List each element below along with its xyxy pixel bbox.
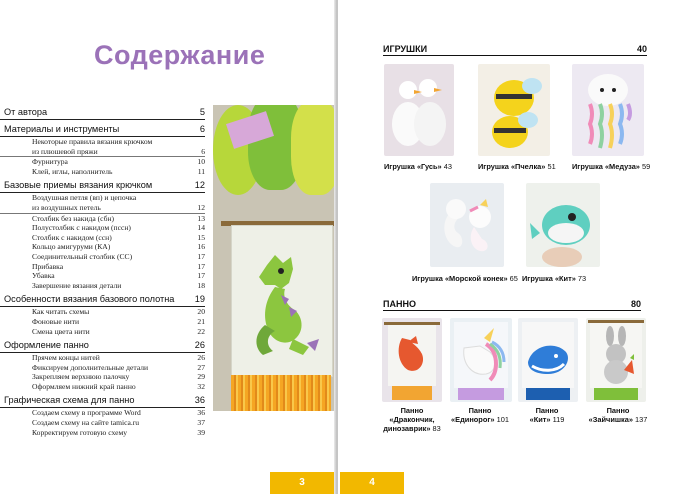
toc-title: Материалы и инструменты [4,124,120,134]
bee-toy-photo [478,64,550,156]
toc-title: Особенности вязания базового полотна [4,294,175,305]
toc-entry [0,372,205,382]
toc-title: Базовые приемы вязания крючком [4,180,153,191]
toc-title: Оформляем нижний край панно [32,381,136,391]
toc-title: Некоторые правила вязания крючком [32,137,153,146]
toc-title: Прячем концы нитей [32,353,100,363]
section-header-toys: ИГРУШКИ 40 [383,44,647,54]
toc-title: Воздушная петля (вп) и цепочка [32,193,137,203]
toc-title: Столбик с накидом (ссн) [32,232,112,242]
toc-entry [0,271,205,281]
toc-entry [0,382,205,392]
section-header-panno: ПАННО 80 [383,299,641,309]
toc-title: Создаем схему в программе Word [32,408,141,418]
toc-page: 15 [197,232,205,242]
toc-section [0,395,205,408]
table-of-contents [0,107,205,437]
toc-title: Кольцо амигуруми (КА) [32,242,111,252]
toc-entry [0,157,205,167]
seahorse-toy-photo [430,183,504,267]
toc-title: Как читать схемы [32,307,90,317]
toc-section [0,294,205,307]
toc-entry [0,408,205,418]
toc-entry [0,418,205,428]
toc-title: Смена цвета нити [32,326,90,336]
toc-page: 17 [197,271,205,281]
toc-entry [0,252,205,262]
toc-title: Соединительный столбик (СС) [32,251,133,261]
toc-entry [0,363,205,373]
toc-page: 37 [197,418,205,428]
toc-title: из плюшевой пряжи [32,146,98,156]
toc-title: Оформление панно [4,340,89,351]
toc-entry [0,307,205,317]
whale-toy-photo [526,183,600,267]
panno-caption-whale: Панно «Кит» 119 [529,406,565,424]
toc-entry [0,353,205,363]
toc-page: 36 [194,395,205,406]
toy-caption-jellyfish: Игрушка «Медуза» 59 [572,162,651,171]
toy-caption-whale: Игрушка «Кит» 73 [522,274,587,283]
goose-toy-photo [384,64,454,156]
panno-caption-bunny: Панно «Зайчишка» 137 [588,406,648,424]
toc-page: 20 [197,307,205,317]
toc-page: 5 [199,107,205,117]
toc-title: Создаем схему на сайте tamica.ru [32,418,140,428]
toc-page: 27 [197,362,205,372]
toc-title: Клей, иглы, наполнитель [32,166,113,176]
toc-title: Корректируем готовую схему [32,427,128,437]
toc-page: 36 [197,408,205,418]
toc-page: 29 [197,372,205,382]
toc-title: Закрепляем верхнюю палочку [32,372,130,382]
toc-entry [0,193,205,203]
toc-title: Графическая схема для панно [4,395,135,406]
toc-page: 26 [197,353,205,363]
dragon-panel-photo [382,318,442,402]
toc-title: Прибавка [32,261,64,271]
toc-entry [0,167,205,177]
toc-entry [0,327,205,337]
bunny-panel-photo [586,318,646,402]
toc-section [0,107,205,120]
toc-page: 17 [197,261,205,271]
toc-entry [0,317,205,327]
toc-page: 21 [197,316,205,326]
toc-page: 13 [197,213,205,223]
toc-title: Завершение вязания детали [32,280,122,290]
toc-title: Фиксируем дополнительные детали [32,362,149,372]
toc-title: От автора [4,107,48,117]
toc-entry [0,428,205,438]
toc-page: 16 [197,242,205,252]
toc-title: Столбик без накида (сбн) [32,213,115,223]
toc-entry [0,281,205,291]
toc-entry [0,147,205,158]
toc-page: 6 [201,146,205,156]
panno-caption-unicorn: Панно «Единорог» 101 [451,406,509,424]
toc-page: 19 [194,294,205,305]
dinosaur-panel-photo [213,105,335,411]
toc-entry [0,242,205,252]
toc-page: 14 [197,223,205,233]
toc-entry [0,233,205,243]
unicorn-panel-photo [450,318,512,402]
whale-panel-photo [518,318,578,402]
page-number-right: 4 [340,472,404,494]
toc-entry [0,262,205,272]
toc-section [0,180,205,193]
toc-title: Фурнитура [32,157,68,167]
jellyfish-toy-photo [572,64,644,156]
toc-page: 32 [197,381,205,391]
toc-section [0,124,205,137]
toc-entry [0,203,205,214]
toc-entry [0,214,205,224]
toc-page: 18 [197,280,205,290]
left-page [0,0,336,494]
toy-caption-seahorse: Игрушка «Морской конек» 65 [412,274,518,283]
toc-title: из воздушных петель [32,202,101,212]
toc-page: 6 [199,124,205,134]
page-title: Содержание [94,40,266,70]
panno-caption-dragon: Панно «Дракончик, динозаврик» 83 [383,406,441,433]
toc-title: Убавка [32,271,55,281]
toc-page: 10 [197,157,205,167]
toc-title: Полустолбик с накидом (пссн) [32,223,131,233]
toc-entry [0,223,205,233]
toc-title: Фоновые нити [32,316,80,326]
toc-page: 17 [197,251,205,261]
toc-page: 11 [197,166,205,176]
toc-page: 12 [197,202,205,212]
toc-page: 22 [197,326,205,336]
toc-page: 26 [194,340,205,351]
toy-caption-bee: Игрушка «Пчелка» 51 [478,162,556,171]
toc-page: 39 [197,427,205,437]
toy-caption-goose: Игрушка «Гусь» 43 [384,162,452,171]
page-number-left: 3 [270,472,334,494]
right-page [338,0,674,494]
toc-page: 12 [194,180,205,191]
toc-entry [0,137,205,147]
toc-section [0,340,205,353]
